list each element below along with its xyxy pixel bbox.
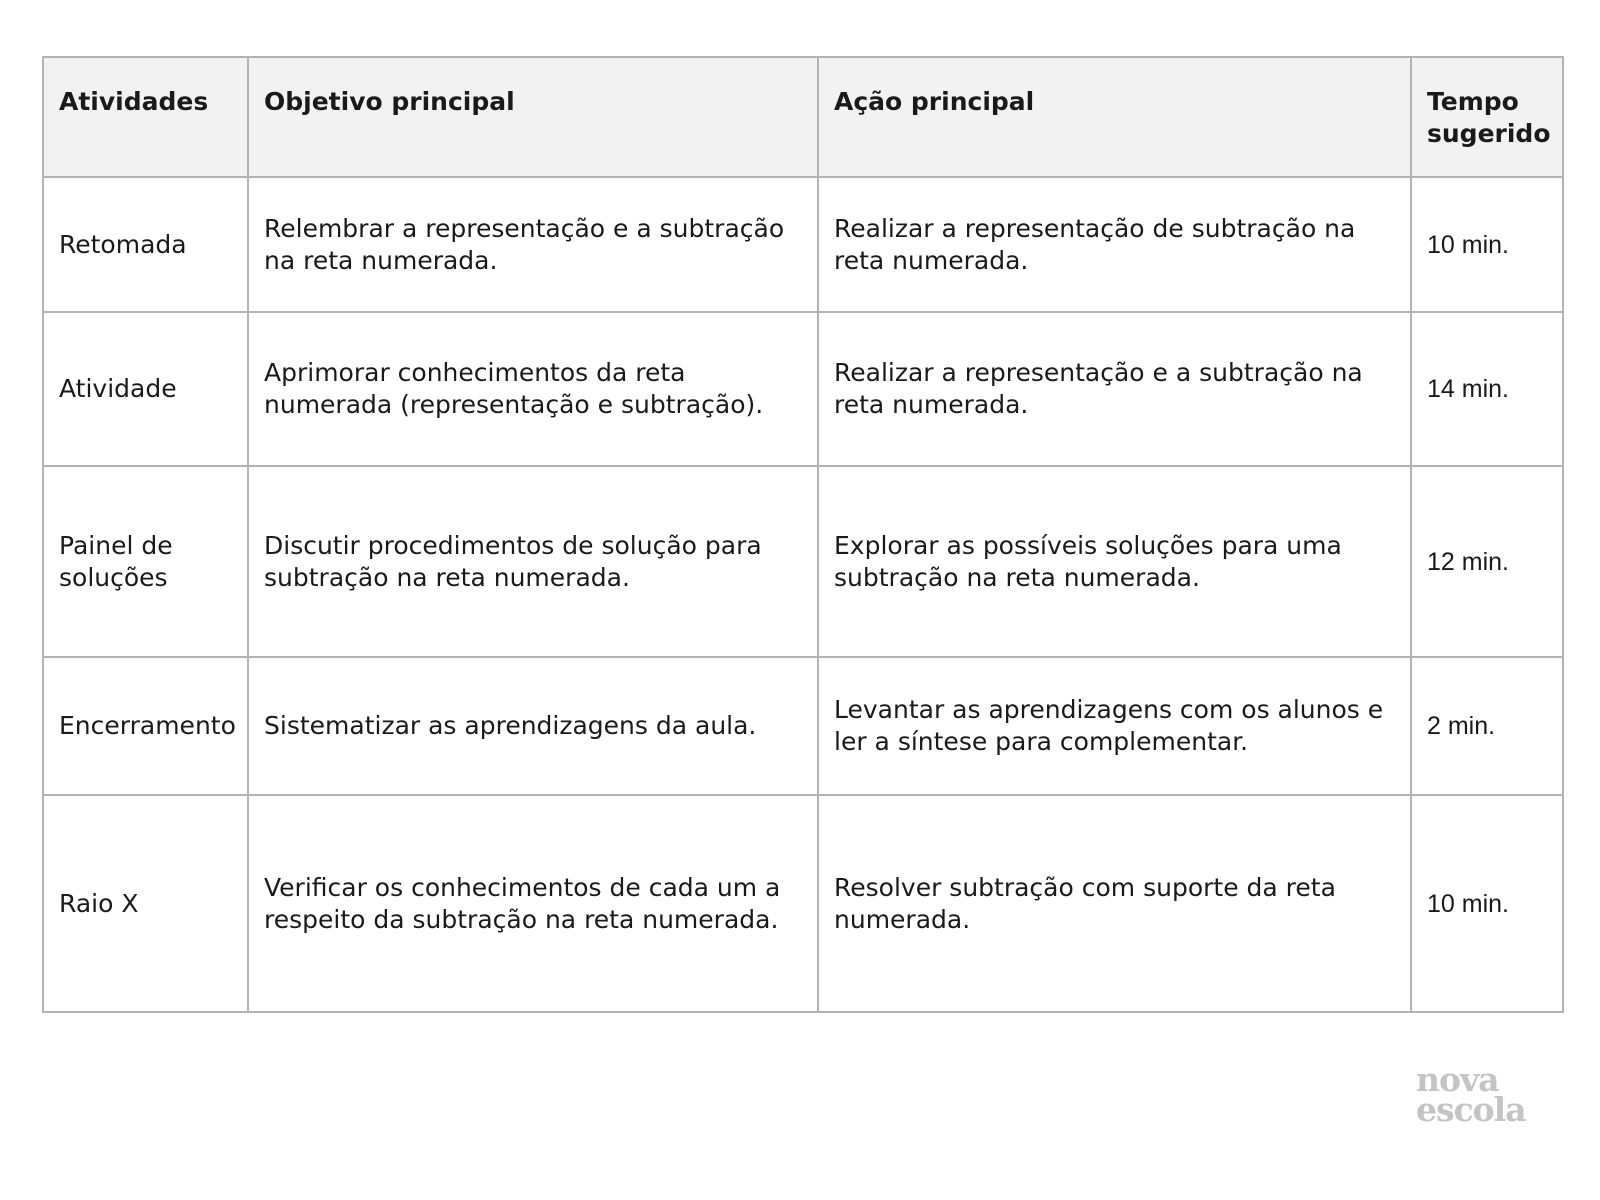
action-cell: Explorar as possíveis soluções para uma subtração na reta numerada. <box>818 466 1411 657</box>
action-cell: Realizar a representação e a subtração na reta numerada. <box>818 312 1411 466</box>
header-main-action: Ação principal <box>818 57 1411 177</box>
action-cell: Resolver subtração com suporte da reta numerada. <box>818 795 1411 1012</box>
activity-cell: Retomada <box>43 177 248 312</box>
objective-cell: Verificar os conhecimentos de cada um a respeito da subtração na reta numerada. <box>248 795 818 1012</box>
table-row <box>43 312 1563 466</box>
header-suggested-time: Tempo sugerido <box>1411 57 1563 177</box>
time-cell: 12 min. <box>1411 466 1563 657</box>
time-cell: 14 min. <box>1411 312 1563 466</box>
activity-cell: Raio X <box>43 795 248 1012</box>
logo-line-escola: escola <box>1416 1090 1526 1129</box>
time-cell: 10 min. <box>1411 795 1563 1012</box>
objective-cell: Sistematizar as aprendizagens da aula. <box>248 657 818 795</box>
action-cell: Levantar as aprendizagens com os alunos e ler a síntese para complementar. <box>818 657 1411 795</box>
objective-cell: Aprimorar conhecimentos da reta numerada (representação e subtração). <box>248 312 818 466</box>
table-row <box>43 466 1563 657</box>
header-activities: Atividades <box>43 57 248 177</box>
objective-cell: Relembrar a representação e a subtração na reta numerada. <box>248 177 818 312</box>
time-cell: 2 min. <box>1411 657 1563 795</box>
header-main-objective: Objetivo principal <box>248 57 818 177</box>
table-row <box>43 657 1563 795</box>
activity-cell: Atividade <box>43 312 248 466</box>
activity-cell: Painel de soluções <box>43 466 248 657</box>
logo-line-nova: nova <box>1416 1060 1499 1099</box>
nova-escola-logo <box>1416 1060 1526 1129</box>
lesson-plan-table <box>42 56 1564 1013</box>
action-cell: Realizar a representação de subtração na reta numerada. <box>818 177 1411 312</box>
table-header-row <box>43 57 1563 177</box>
objective-cell: Discutir procedimentos de solução para subtração na reta numerada. <box>248 466 818 657</box>
table-row <box>43 795 1563 1012</box>
time-cell: 10 min. <box>1411 177 1563 312</box>
table-row <box>43 177 1563 312</box>
activity-cell: Encerramento <box>43 657 248 795</box>
